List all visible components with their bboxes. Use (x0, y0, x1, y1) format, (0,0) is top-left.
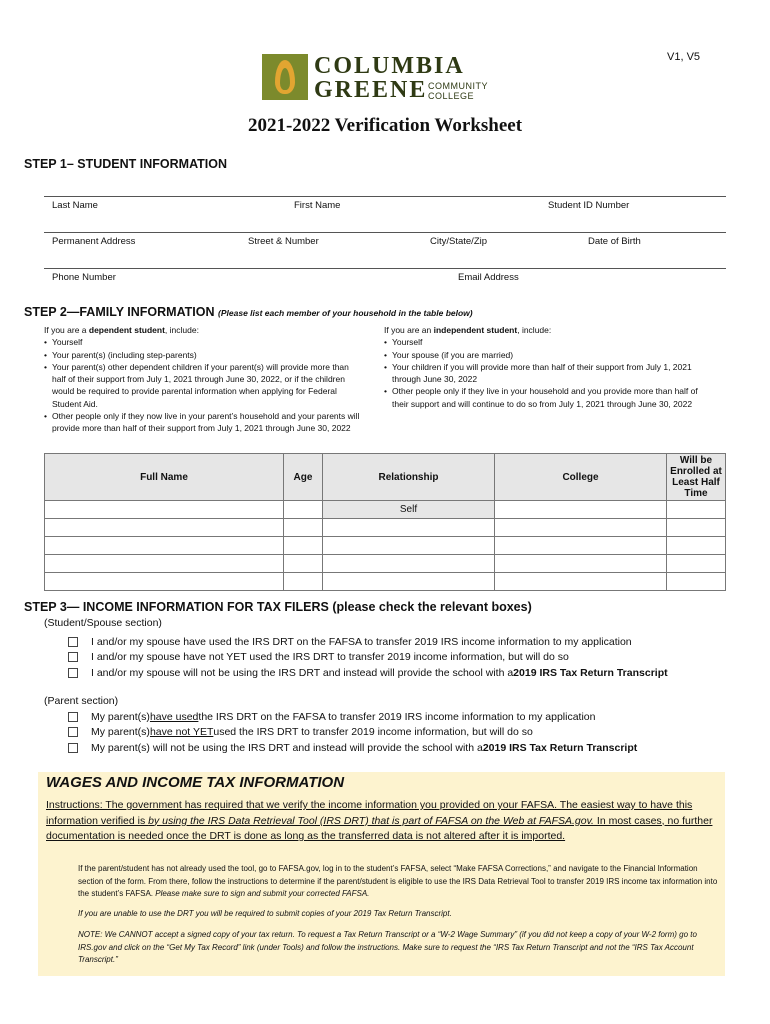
list-item: • Other people only if they live in your household and you provide more than half of their support and will continue to do so from July 1, 2021 through June 30, 2022 (392, 385, 714, 410)
field-last-name[interactable]: Last Name (52, 200, 98, 211)
table-cell[interactable] (667, 501, 726, 519)
table-cell[interactable] (667, 573, 726, 591)
list-item: • Your spouse (if you are married) (392, 349, 714, 361)
checkbox[interactable] (68, 743, 78, 753)
checkbox[interactable] (68, 727, 78, 737)
relationship-self: Self (323, 501, 495, 519)
logo-subtitle: COMMUNITY COLLEGE (428, 81, 488, 101)
list-item: • Your parent(s) (including step-parents) (52, 349, 362, 361)
list-item: • Other people only if they now live in your parent’s household and your parents will provide more than half of their support from July 1, 2021 through June 30, 2022 (52, 410, 362, 435)
checkbox-row[interactable]: My parent(s) have used the IRS DRT on the FAFSA to transfer 2019 IRS income information to my application (68, 709, 748, 725)
flame-icon (262, 54, 308, 100)
col-header-college: College (495, 454, 667, 501)
checkbox-row[interactable]: I and/or my spouse have not YET used the IRS DRT to transfer 2019 income information, but will do so (68, 650, 748, 666)
table-cell[interactable] (323, 573, 495, 591)
table-cell[interactable] (284, 501, 323, 519)
wages-instructions: Instructions: The government has required that we verify the income information you provided on your FAFSA. The easiest way to have this information verified is by using the IRS Data Retrieval Tool (IRS DRT) that is part of FAFSA on the Web at FAFSA.gov. In most cases, no further documentation is needed once the DRT is done as long as the transferred data is not altered after it is imported. (46, 799, 713, 842)
table-cell[interactable] (284, 573, 323, 591)
table-cell[interactable] (667, 537, 726, 555)
student-checklist (68, 634, 748, 681)
col-header-full-name: Full Name (45, 454, 284, 501)
table-row (45, 573, 726, 591)
household-table (44, 453, 726, 591)
wages-title: WAGES AND INCOME TAX INFORMATION (46, 774, 345, 791)
col-header-relationship: Relationship (323, 454, 495, 501)
checkbox[interactable] (68, 712, 78, 722)
wages-note-drt: If the parent/student has not already used the tool, go to FAFSA.gov, log in to the student’s FAFSA, select “Make FAFSA Corrections,” and navigate to the Financial Information section of the form. From there, follow the instructions to determine if the parent/student is eligible to use the IRS Data Retrieval Tool to transfer 2019 IRS income tax information into the student’s FAFSA. Please make sure to sign and submit your corrected FAFSA. (78, 864, 718, 898)
table-cell[interactable] (45, 573, 284, 591)
step2-heading: STEP 2—FAMILY INFORMATION (Please list each member of your household in the table below) (24, 305, 473, 319)
list-item: • Your children if you will provide more than half of their support from July 1, 2021 through June 30, 2022 (392, 361, 714, 386)
checkbox[interactable] (68, 668, 78, 678)
table-cell[interactable] (284, 519, 323, 537)
table-row (45, 501, 726, 519)
list-item: • Yourself (52, 336, 362, 348)
table-cell[interactable] (495, 501, 667, 519)
independent-instructions: If you are an independent student, include: • Yourself • Your spouse (if you are married) • Your children if you will provide more than half of their support from July 1, 2021 through June 30, 2022 • Other people only if they live in your household and you provide more than half of their support and will continue to do so from July 1, 2021 through June 30, 2022 (384, 324, 714, 410)
field-date-of-birth[interactable]: Date of Birth (588, 236, 641, 247)
table-cell[interactable] (323, 555, 495, 573)
table-cell[interactable] (495, 519, 667, 537)
wages-note-transcript: If you are unable to use the DRT you will be required to submit copies of your 2019 Tax Return Transcript. (78, 909, 452, 918)
table-cell[interactable] (667, 555, 726, 573)
list-item: • Yourself (392, 336, 714, 348)
checkbox-row[interactable]: My parent(s) have not YET used the IRS DRT to transfer 2019 income information, but will do so (68, 725, 748, 741)
table-row (45, 537, 726, 555)
table-cell[interactable] (323, 519, 495, 537)
wages-section (38, 772, 725, 976)
step1-heading: STEP 1– STUDENT INFORMATION (24, 157, 228, 171)
divider (44, 268, 726, 269)
page-title: 2021-2022 Verification Worksheet (247, 115, 523, 136)
col-header-age: Age (284, 454, 323, 501)
table-cell[interactable] (323, 537, 495, 555)
wages-note-irs: NOTE: We CANNOT accept a signed copy of your tax return. To request a Tax Return Transcript or a “W-2 Wage Summary” (if you did not keep a copy of your W-2 form) go to IRS.gov and click on the “Get My Tax Record” link (under Tools) and follow the instructions. Make sure to request the “IRS Tax Return Transcript and not the “IRS Tax Account Transcript.” (78, 930, 697, 964)
table-cell[interactable] (495, 573, 667, 591)
table-cell[interactable] (284, 537, 323, 555)
checkbox-row[interactable]: I and/or my spouse have used the IRS DRT on the FAFSA to transfer 2019 IRS income information to my application (68, 634, 748, 650)
parent-section-label: (Parent section) (44, 695, 119, 707)
divider (44, 196, 726, 197)
table-cell[interactable] (45, 501, 284, 519)
table-cell[interactable] (495, 537, 667, 555)
field-city-state-zip[interactable]: City/State/Zip (430, 236, 488, 247)
table-cell[interactable] (45, 555, 284, 573)
field-student-id[interactable]: Student ID Number (548, 200, 630, 211)
checkbox-row[interactable]: I and/or my spouse will not be using the IRS DRT and instead will provide the school with a 2019 IRS Tax Return Transcript (68, 665, 748, 681)
checkbox[interactable] (68, 652, 78, 662)
table-row (45, 555, 726, 573)
table-cell[interactable] (667, 519, 726, 537)
field-street[interactable]: Street & Number (248, 236, 319, 247)
table-cell[interactable] (284, 555, 323, 573)
col-header-enrolled: Will be Enrolled at Least Half Time (667, 454, 726, 501)
student-section-label: (Student/Spouse section) (44, 617, 162, 629)
dependent-instructions: If you are a dependent student, include: • Yourself • Your parent(s) (including step-parents) • Your parent(s) other dependent children if your parent(s) will provide more than half of their support from July 1, 2021 through June 30, 2022, or if the children would be required to provide parental information when applying for Federal Student Aid. • Other people only if they now live in your parent’s household and your parents will provide more than half of their support from July 1, 2021 through June 30, 2022 (44, 324, 362, 435)
divider (44, 232, 726, 233)
logo-word-greene: GREENE (314, 77, 428, 103)
college-logo (262, 54, 502, 104)
table-cell[interactable] (45, 519, 284, 537)
table-row (45, 519, 726, 537)
table-cell[interactable] (495, 555, 667, 573)
version-label: V1, V5 (667, 51, 701, 63)
step3-heading: STEP 3— INCOME INFORMATION FOR TAX FILERS (please check the relevant boxes) (24, 600, 532, 614)
field-permanent-address[interactable]: Permanent Address (52, 236, 136, 247)
list-item: • Your parent(s) other dependent children if your parent(s) will provide more than half of their support from July 1, 2021 through June 30, 2022, or if the children would be required to provide parental information when applying for Federal Student Aid. (52, 361, 362, 410)
checkbox[interactable] (68, 637, 78, 647)
field-phone[interactable]: Phone Number (52, 272, 116, 283)
parent-checklist (68, 709, 748, 756)
logo-word-columbia: COLUMBIA (314, 53, 465, 79)
field-email[interactable]: Email Address (458, 272, 519, 283)
field-first-name[interactable]: First Name (294, 200, 341, 211)
checkbox-row[interactable]: My parent(s) will not be using the IRS DRT and instead will provide the school with a 2019 IRS Tax Return Transcript (68, 740, 748, 756)
table-cell[interactable] (45, 537, 284, 555)
